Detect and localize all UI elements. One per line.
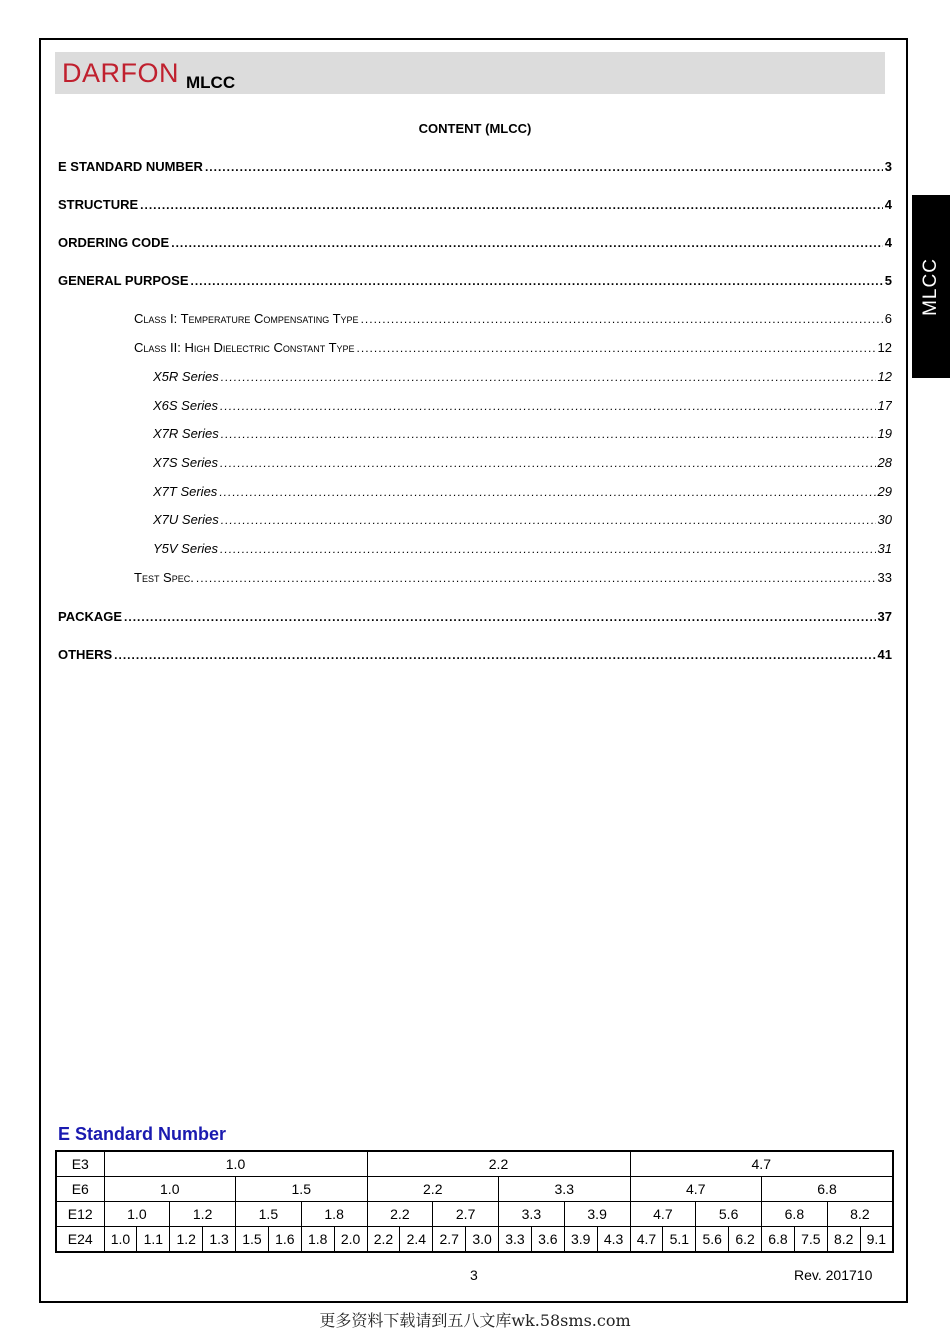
table-cell: 1.5 <box>236 1202 302 1227</box>
toc-entry-page: 4 <box>884 235 892 250</box>
toc-entry-x6s-series[interactable] <box>153 398 892 413</box>
table-cell: 1.0 <box>104 1227 137 1253</box>
toc-entry-page: 17 <box>877 398 892 413</box>
toc-entry-ordering-code[interactable] <box>58 235 892 250</box>
header-bar <box>55 52 885 94</box>
dot-leader <box>221 370 876 384</box>
table-cell: 2.7 <box>433 1202 499 1227</box>
table-cell: 2.0 <box>334 1227 367 1253</box>
table-cell: 6.2 <box>729 1227 762 1253</box>
dot-leader <box>140 198 883 212</box>
toc-entry-package[interactable] <box>58 609 892 624</box>
dot-leader <box>220 399 875 413</box>
toc-entry-x5r-series[interactable] <box>153 369 892 384</box>
toc-entry-label: Y5V Series <box>153 541 219 556</box>
toc-entry-label: ORDERING CODE <box>58 235 170 250</box>
table-cell: 3.3 <box>499 1202 565 1227</box>
table-cell: 4.7 <box>630 1151 893 1177</box>
toc-entry-y5v-series[interactable] <box>153 541 892 556</box>
dot-leader <box>219 485 875 499</box>
table-cell: 5.6 <box>696 1202 762 1227</box>
table-cell: 1.6 <box>268 1227 301 1253</box>
table-cell: 1.5 <box>236 1177 368 1202</box>
toc-entry-test-spec[interactable] <box>134 570 892 585</box>
table-cell: 1.3 <box>203 1227 236 1253</box>
table-cell: 1.2 <box>170 1227 203 1253</box>
dot-leader <box>221 427 876 441</box>
revision-label: Rev. 201710 <box>794 1267 873 1283</box>
table-cell: 2.2 <box>367 1227 400 1253</box>
dot-leader <box>220 542 875 556</box>
dot-leader <box>220 456 875 470</box>
page-frame <box>39 38 908 1303</box>
table-cell: 2.2 <box>367 1151 630 1177</box>
toc-entry-label: X7R Series <box>153 426 219 441</box>
toc-entry-page: 33 <box>877 570 892 585</box>
toc-entry-structure[interactable] <box>58 197 892 212</box>
table-cell: 7.5 <box>794 1227 827 1253</box>
table-cell: 8.2 <box>827 1227 860 1253</box>
table-cell: 9.1 <box>860 1227 893 1253</box>
toc-entry-label: X7S Series <box>153 455 219 470</box>
table-cell: 1.0 <box>104 1151 367 1177</box>
toc-entry-page: 29 <box>877 484 892 499</box>
toc-entry-page: 5 <box>884 273 892 288</box>
toc-entry-page: 31 <box>877 541 892 556</box>
table-cell: 8.2 <box>827 1202 893 1227</box>
toc-entry-label: E STANDARD NUMBER <box>58 159 203 174</box>
row-label: E24 <box>56 1227 104 1253</box>
table-row-e3 <box>56 1151 893 1177</box>
toc-entry-page: 28 <box>877 455 892 470</box>
toc-entry-class-ii[interactable] <box>134 340 892 355</box>
table-cell: 2.7 <box>433 1227 466 1253</box>
toc-entry-general-purpose[interactable] <box>58 273 892 288</box>
e-standard-table <box>55 1150 894 1253</box>
table-row-e24 <box>56 1227 893 1253</box>
dot-leader <box>124 610 875 624</box>
dot-leader <box>191 274 883 288</box>
toc-entry-page: 19 <box>877 426 892 441</box>
table-cell: 3.3 <box>499 1177 631 1202</box>
table-cell: 2.4 <box>400 1227 433 1253</box>
table-cell: 3.9 <box>564 1202 630 1227</box>
table-cell: 3.0 <box>466 1227 499 1253</box>
table-cell: 1.8 <box>301 1227 334 1253</box>
dot-leader <box>221 513 876 527</box>
table-row-e12 <box>56 1202 893 1227</box>
dot-leader <box>196 571 876 585</box>
table-cell: 2.2 <box>367 1177 499 1202</box>
toc-entry-x7r-series[interactable] <box>153 426 892 441</box>
toc-entry-x7u-series[interactable] <box>153 512 892 527</box>
table-cell: 5.1 <box>663 1227 696 1253</box>
toc-entry-x7t-series[interactable] <box>153 484 892 499</box>
toc-entry-label: X7U Series <box>153 512 219 527</box>
toc-entry-label: GENERAL PURPOSE <box>58 273 189 288</box>
toc-entry-label: Class II: High Dielectric Constant Type <box>134 340 355 355</box>
darfon-logo: DARFON <box>62 58 179 88</box>
table-cell: 3.9 <box>564 1227 597 1253</box>
toc-entry-page: 6 <box>884 311 892 326</box>
dot-leader <box>114 648 875 662</box>
toc-entry-label: PACKAGE <box>58 609 123 624</box>
row-label: E3 <box>56 1151 104 1177</box>
toc-entry-label: X6S Series <box>153 398 219 413</box>
table-cell: 3.3 <box>499 1227 532 1253</box>
toc-entry-page: 3 <box>884 159 892 174</box>
dot-leader <box>357 341 876 355</box>
toc-title: CONTENT (MLCC) <box>418 121 532 136</box>
table-cell: 1.1 <box>137 1227 170 1253</box>
toc-entry-label: X5R Series <box>153 369 219 384</box>
dot-leader <box>205 160 883 174</box>
table-cell: 1.5 <box>236 1227 269 1253</box>
e-standard-heading: E Standard Number <box>58 1124 227 1144</box>
logo-subtitle: MLCC <box>186 73 236 92</box>
toc-entry-page: 37 <box>877 609 892 624</box>
row-label: E6 <box>56 1177 104 1202</box>
table-cell: 4.7 <box>630 1177 762 1202</box>
row-label: E12 <box>56 1202 104 1227</box>
dot-leader <box>361 312 883 326</box>
table-cell: 6.8 <box>762 1202 828 1227</box>
table-cell: 2.2 <box>367 1202 433 1227</box>
table-cell: 1.0 <box>104 1202 170 1227</box>
toc-entry-page: 4 <box>884 197 892 212</box>
table-cell: 4.7 <box>630 1202 696 1227</box>
table-cell: 6.8 <box>762 1227 795 1253</box>
download-watermark: 更多资料下载请到五八文库wk.58sms.com <box>319 1311 631 1330</box>
table-cell: 6.8 <box>762 1177 894 1202</box>
table-cell: 1.0 <box>104 1177 236 1202</box>
toc-entry-others[interactable] <box>58 647 892 662</box>
side-tab-label: MLCC <box>920 257 941 316</box>
table-row-e6 <box>56 1177 893 1202</box>
table-cell: 3.6 <box>531 1227 564 1253</box>
toc-entry-class-i[interactable] <box>134 311 892 326</box>
table-cell: 4.3 <box>597 1227 630 1253</box>
toc-entry-label: OTHERS <box>58 647 113 662</box>
toc-entry-label: Test Spec. <box>134 570 194 585</box>
side-tab <box>912 195 950 378</box>
toc-entry-page: 12 <box>877 340 892 355</box>
table-cell: 5.6 <box>696 1227 729 1253</box>
table-cell: 4.7 <box>630 1227 663 1253</box>
page-number: 3 <box>470 1267 478 1283</box>
toc-entry-x7s-series[interactable] <box>153 455 892 470</box>
toc-entry-label: X7T Series <box>153 484 218 499</box>
toc-entry-page: 41 <box>877 647 892 662</box>
toc-entry-page: 12 <box>877 369 892 384</box>
dot-leader <box>171 236 883 250</box>
toc-entry-label: STRUCTURE <box>58 197 139 212</box>
toc-entry-label: Class I: Temperature Compensating Type <box>134 311 359 326</box>
toc-entry-page: 30 <box>877 512 892 527</box>
table-cell: 1.8 <box>301 1202 367 1227</box>
table-cell: 1.2 <box>170 1202 236 1227</box>
toc-entry-e-standard-number[interactable] <box>58 159 892 174</box>
